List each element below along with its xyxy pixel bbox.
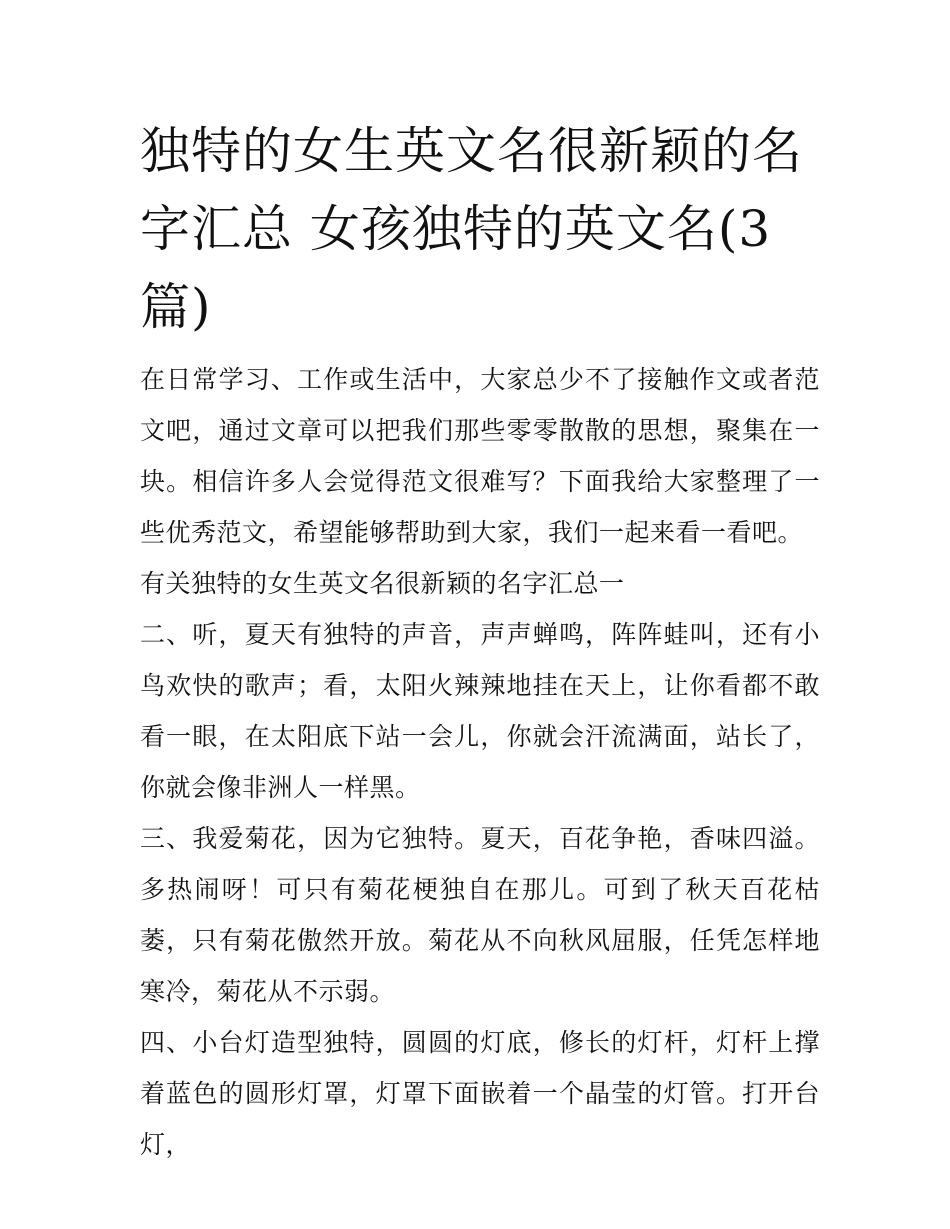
paragraph-summer: 二、听，夏天有独特的声音，声声蝉鸣，阵阵蛙叫，还有小鸟欢快的歌声；看，太阳火辣辣地挂在天上，让你看都不敢看一眼，在太阳底下站一会儿，你就会汗流满面，站长了，你就会像非洲人一样黑。	[140, 620, 820, 802]
paragraph-chrysanthemum: 三、我爱菊花，因为它独特。夏天，百花争艳，香味四溢。多热闹呀！可只有菊花梗独自在那儿。可到了秋天百花枯萎，只有菊花傲然开放。菊花从不向秋风屈服，任凭怎样地寒冷，菊花从不示弱。	[140, 824, 820, 1006]
document-body	[140, 354, 820, 1170]
document-title: 独特的女生英文名很新颖的名字汇总 女孩独特的英文名(3篇)	[140, 122, 803, 336]
paragraph-desk-lamp: 四、小台灯造型独特，圆圆的灯底，修长的灯杆，灯杆上撑着蓝色的圆形灯罩，灯罩下面嵌着一个晶莹的灯管。打开台灯，	[140, 1028, 820, 1159]
section-heading: 有关独特的女生英文名很新颖的名字汇总一	[140, 569, 625, 598]
intro-paragraph: 在日常学习、工作或生活中，大家总少不了接触作文或者范文吧，通过文章可以把我们那些零零散散的思想，聚集在一块。相信许多人会觉得范文很难写？下面我给大家整理了一些优秀范文，希望能够帮助到大家，我们一起来看一看吧。	[140, 365, 820, 547]
